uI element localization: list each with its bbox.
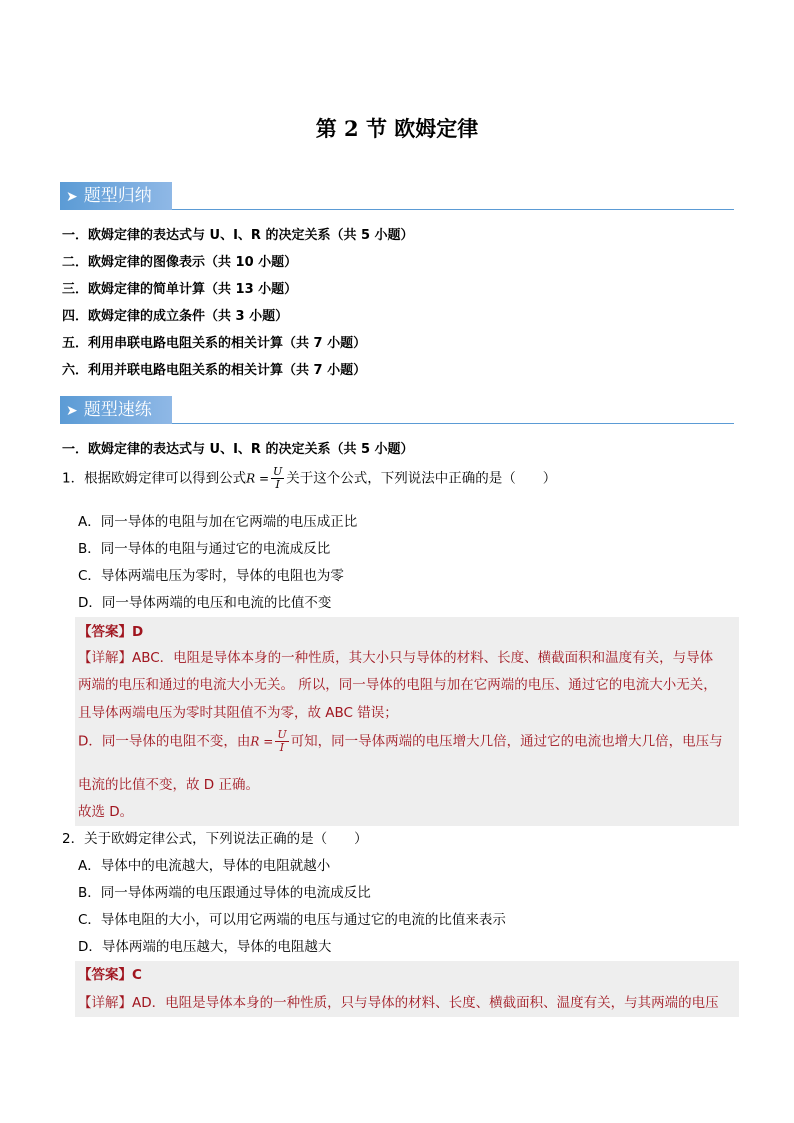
detail-line: 【详解】ABC．电阻是导体本身的一种性质，其大小只与导体的材料、长度、横截面积和温度有关，与导体 — [78, 650, 714, 666]
question-1-stem: 1．根据欧姆定律可以得到公式R = $\frac{U}{I}$ 关于这个公式，下列说法中正确的是（ ） — [62, 465, 557, 491]
banner-label: 题型速练 — [83, 400, 152, 420]
arrow-icon: ➤ — [66, 189, 78, 205]
detail-line: D．同一导体的电阻不变，由R = $\frac{U}{I}$ 可知，同一导体两端的电压增大几倍，通过它的电流也增大几倍，电压与 — [78, 728, 723, 754]
toc-item: 一．欧姆定律的表达式与 U、I、R 的决定关系（共 5 小题） — [62, 228, 414, 243]
answer-label: 【答案】C — [78, 967, 142, 983]
detail-line: 且导体两端电压为零时其阻值不为零，故 ABC 错误； — [78, 705, 398, 721]
question-2-option-a: A．导体中的电流越大，导体的电阻就越小 — [78, 858, 331, 874]
toc-list — [62, 222, 414, 384]
question-2-option-b: B．同一导体两端的电压跟通过导体的电流成反比 — [78, 885, 371, 901]
toc-item: 六．利用并联电路电阻关系的相关计算（共 7 小题） — [62, 363, 367, 378]
question-1-option-a: A．同一导体的电阻与加在它两端的电压成正比 — [78, 514, 358, 530]
question-1-option-c: C．导体两端电压为零时，导体的电阻也为零 — [78, 568, 344, 584]
question-1-option-d: D．同一导体两端的电压和电流的比值不变 — [78, 595, 332, 611]
detail-line: 【详解】AD．电阻是导体本身的一种性质，只与导体的材料、长度、横截面积、温度有关，与其两端的电压 — [78, 995, 719, 1011]
page-title: 第 2 节 欧姆定律 — [315, 116, 479, 141]
question-2-option-c: C．导体电阻的大小，可以用它两端的电压与通过它的电流的比值来表示 — [78, 912, 506, 928]
question-2-stem: 2．关于欧姆定律公式，下列说法正确的是（ ） — [62, 831, 368, 847]
detail-line: 两端的电压和通过的电流大小无关。 所以，同一导体的电阻与加在它两端的电压、通过它的电流大小无关， — [78, 677, 717, 693]
toc-item: 五．利用串联电路电阻关系的相关计算（共 7 小题） — [62, 336, 367, 351]
section-heading: 一．欧姆定律的表达式与 U、I、R 的决定关系（共 5 小题） — [62, 442, 414, 457]
banner-divider — [172, 209, 734, 210]
banner-label: 题型归纳 — [83, 186, 152, 206]
banner-divider — [172, 423, 734, 424]
toc-item: 三．欧姆定律的简单计算（共 13 小题） — [62, 282, 298, 297]
toc-item: 四．欧姆定律的成立条件（共 3 小题） — [62, 309, 289, 324]
detail-line: 电流的比值不变，故 D 正确。 — [78, 777, 259, 793]
detail-line: 故选 D。 — [78, 804, 134, 820]
question-1-option-b: B．同一导体的电阻与通过它的电流成反比 — [78, 541, 331, 557]
section-banner-summary — [60, 182, 172, 210]
answer-label: 【答案】D — [78, 624, 144, 640]
toc-item: 二．欧姆定律的图像表示（共 10 小题） — [62, 255, 298, 270]
arrow-icon: ➤ — [66, 403, 78, 419]
question-2-option-d: D．导体两端的电压越大，导体的电阻越大 — [78, 939, 332, 955]
section-banner-practice — [60, 396, 172, 424]
